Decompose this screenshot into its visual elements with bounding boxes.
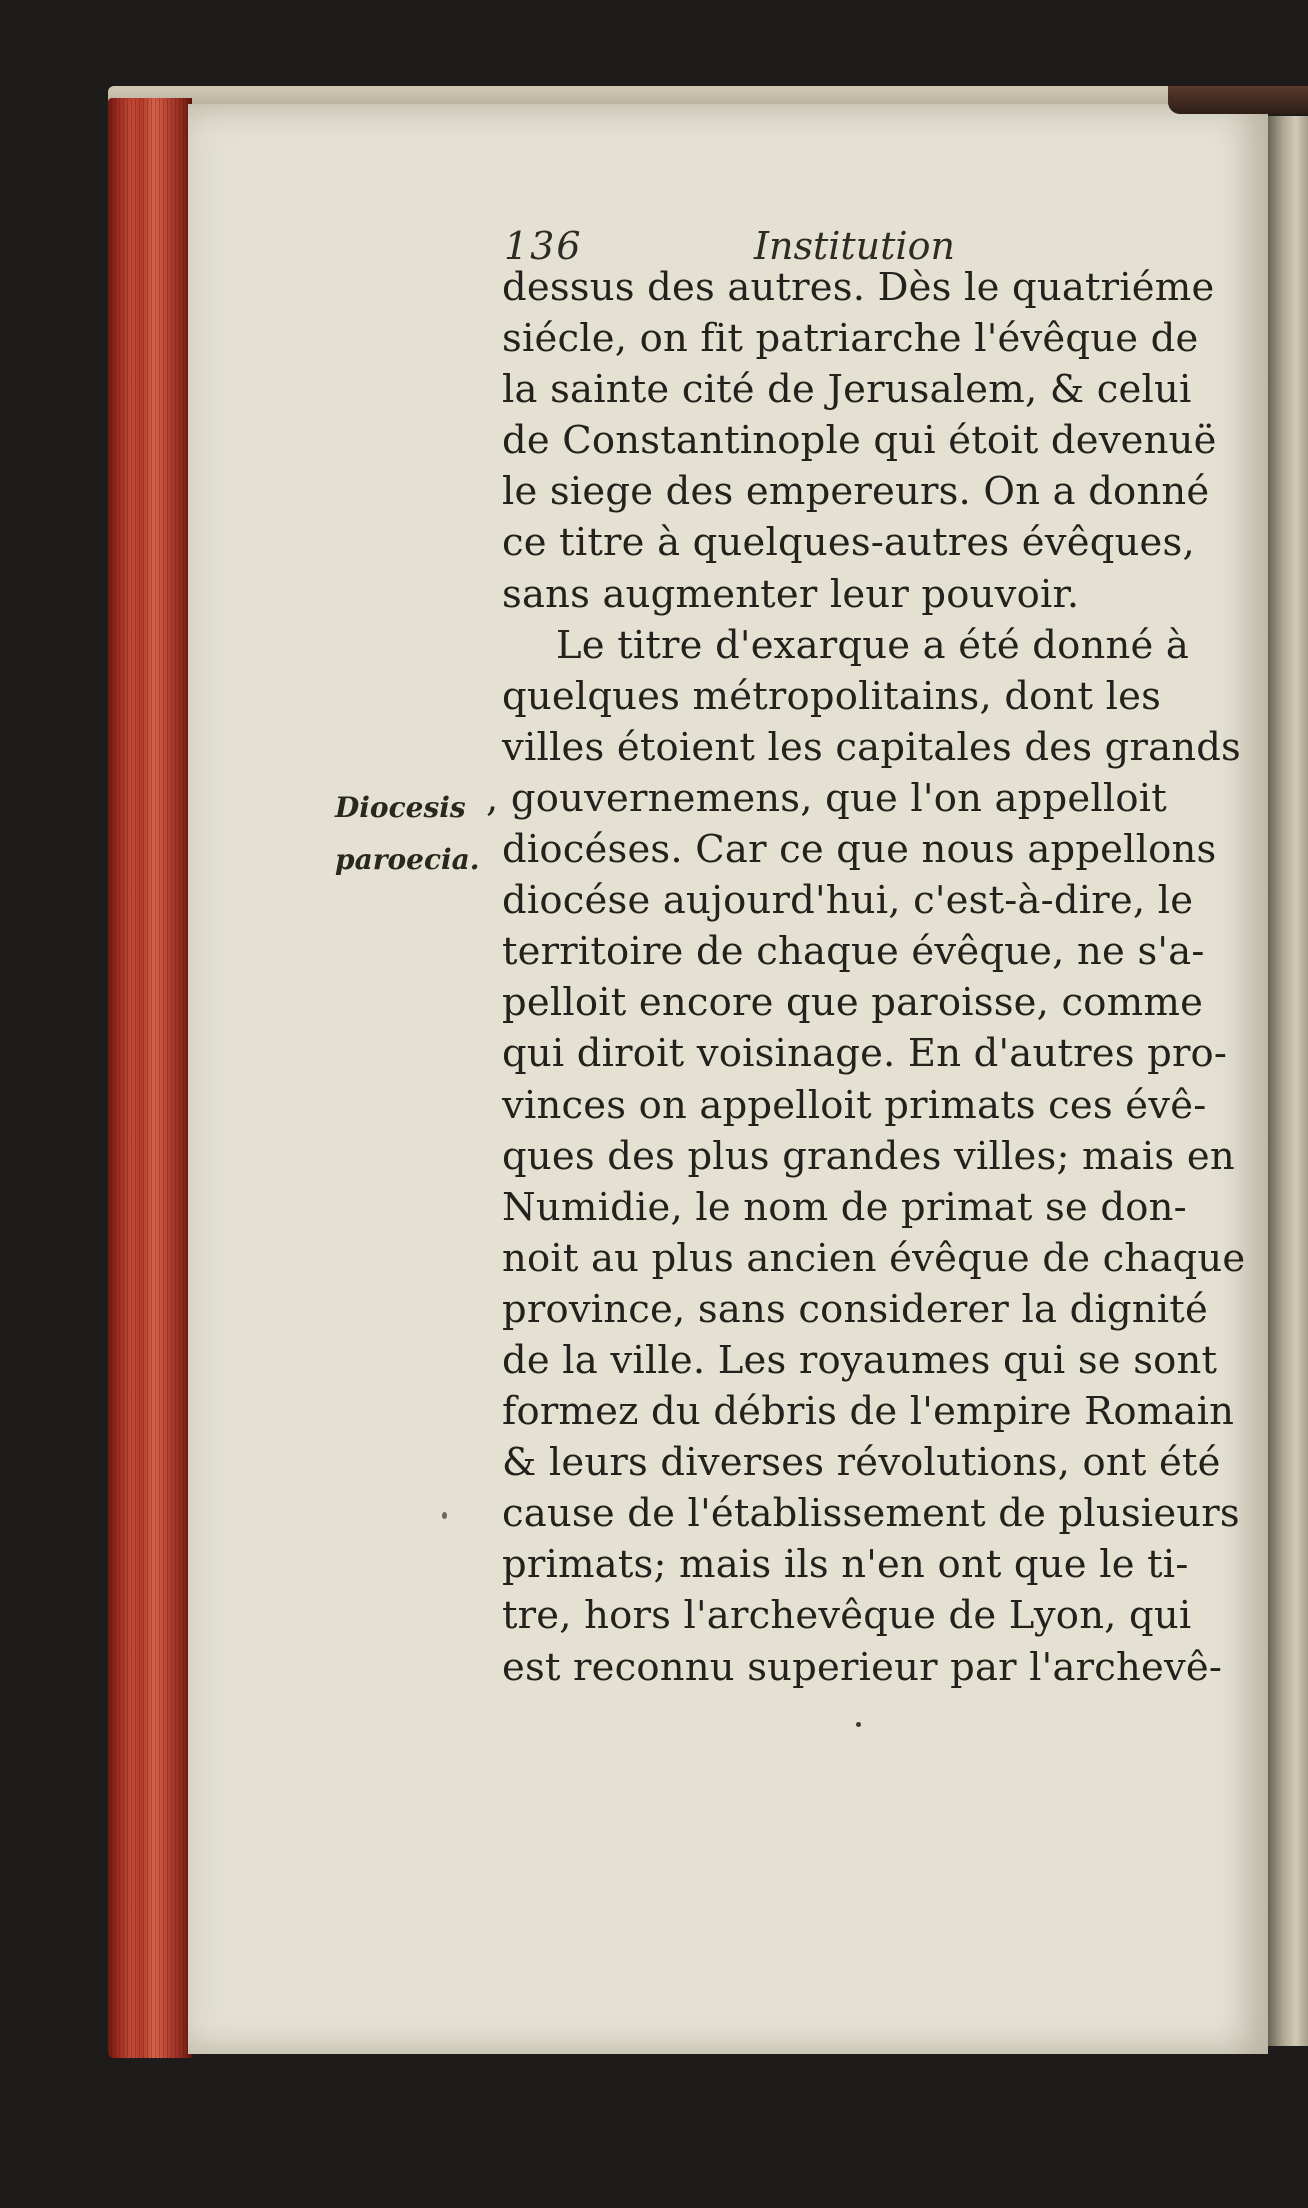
- text-line: pelloit encore que paroisse, comme: [502, 980, 1204, 1026]
- page-top-edge: [108, 86, 1308, 104]
- paragraph-start-line: Le titre d'exarque a été donné à: [556, 622, 1190, 668]
- text-line: diocéses. Car ce que nous appellons: [502, 827, 1217, 873]
- text-line: province, sans considerer la dignité: [502, 1286, 1208, 1332]
- text-line: dessus des autres. Dès le quatriéme: [502, 265, 1215, 310]
- text-line: ce titre à quelques-autres évêques,: [502, 520, 1195, 566]
- margin-note-line: paroecia.: [335, 843, 480, 876]
- text-line: de la ville. Les royaumes qui se sont: [502, 1337, 1218, 1383]
- margin-note: [335, 782, 505, 886]
- body-text: [486, 262, 1246, 1693]
- text-line: villes étoient les capitales des grands: [502, 724, 1242, 770]
- text-line: ques des plus grandes villes; mais en: [502, 1133, 1235, 1179]
- margin-note-line: Diocesis: [335, 791, 466, 824]
- text-line: tre, hors l'archevêque de Lyon, qui: [502, 1593, 1192, 1639]
- text-line: de Constantinople qui étoit devenuë: [502, 418, 1217, 464]
- text-line: quelques métropolitains, dont les: [502, 673, 1162, 719]
- text-line: territoire de chaque évêque, ne s'a-: [502, 929, 1205, 975]
- binding-gutter: [1268, 116, 1308, 2046]
- text-line: cause de l'établissement de plusieurs: [502, 1491, 1240, 1537]
- binding-clasp: [1168, 86, 1308, 114]
- text-line: qui diroit voisinage. En d'autres pro-: [502, 1031, 1228, 1077]
- page-edge-stripes: [108, 98, 192, 2058]
- text-line: siécle, on fit patriarche l'évêque de: [502, 316, 1199, 362]
- text-line: & leurs diverses révolutions, ont été: [502, 1440, 1221, 1486]
- text-line: est reconnu superieur par l'archevê-: [502, 1644, 1223, 1690]
- text-line: diocése aujourd'hui, c'est-à-dire, le: [502, 878, 1194, 924]
- ink-speck: [442, 1512, 447, 1519]
- text-line: le siege des empereurs. On a donné: [502, 469, 1210, 515]
- text-line: noit au plus ancien évêque de chaque: [502, 1235, 1246, 1281]
- text-line: vinces on appelloit primats ces évê-: [502, 1082, 1207, 1128]
- text-line: formez du débris de l'empire Romain: [502, 1389, 1235, 1435]
- text-line: Numidie, le nom de primat se don-: [502, 1184, 1187, 1230]
- ink-speck: [856, 1722, 861, 1727]
- text-line: , gouvernemens, que l'on appelloit: [486, 775, 1167, 821]
- text-line: sans augmenter leur pouvoir.: [502, 571, 1080, 617]
- page-number: 136: [504, 224, 583, 268]
- text-line: primats; mais ils n'en ont que le ti-: [502, 1542, 1189, 1588]
- text-line: la sainte cité de Jerusalem, & celui: [502, 367, 1192, 413]
- running-title: Institution: [754, 224, 955, 268]
